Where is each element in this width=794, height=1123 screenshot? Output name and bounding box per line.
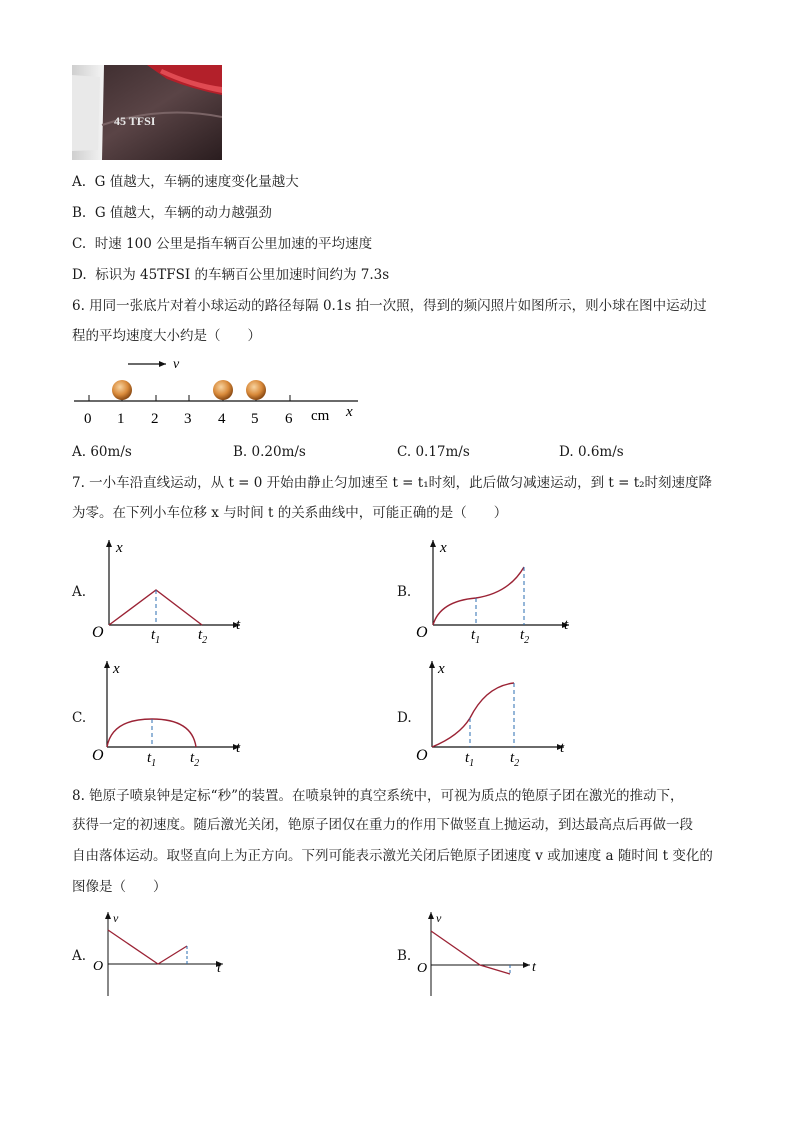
t2-label: $t_2$	[198, 627, 208, 646]
origin-label: O	[416, 624, 428, 641]
x-axis-arrow	[429, 661, 435, 668]
origin-label: O	[417, 961, 428, 976]
t1-label: $t_1$	[465, 750, 475, 769]
t1-label: $t_1$	[151, 627, 161, 646]
x-t-curve	[433, 567, 524, 625]
v-axis-arrow	[105, 912, 111, 919]
tick-label-0: 0	[84, 411, 92, 427]
y-label: x	[116, 540, 123, 556]
t1-label: $t_1$	[471, 627, 481, 646]
unit-label: cm	[311, 408, 330, 424]
tick-label-6: 6	[285, 411, 293, 427]
y-label: v	[113, 911, 119, 925]
x-label: t	[236, 740, 241, 756]
t2-label: $t_2$	[520, 627, 530, 646]
q7-graph-b	[414, 535, 584, 650]
q7-graph-d	[414, 656, 584, 771]
t-axis-arrow	[523, 962, 530, 968]
t1-label: $t_1$	[147, 750, 157, 769]
q7-graph-b-letter: B.	[397, 584, 412, 600]
q6-option-a: A. 60m/s	[72, 444, 132, 460]
x-label: t	[564, 617, 569, 633]
car-badge-photo	[72, 65, 222, 160]
q8-graph-a-letter: A.	[72, 948, 87, 964]
q6-strobe-figure	[66, 350, 376, 430]
v-t-curve	[108, 930, 187, 964]
q5-option-b: B. G 值越大，车辆的动力越强劲	[72, 205, 272, 221]
q6-stem-line2: 程的平均速度大小约是（ ）	[72, 328, 261, 344]
axis-x-label: x	[346, 404, 353, 420]
y-label: x	[440, 540, 447, 556]
q5-option-a: A. G 值越大，车辆的速度变化量越大	[72, 174, 299, 190]
velocity-label: v	[173, 357, 180, 372]
x-label: t	[532, 960, 536, 975]
q7-graph-d-letter: D.	[397, 710, 412, 726]
v-t-curve	[431, 931, 510, 974]
q6-option-c: C. 0.17m/s	[397, 444, 470, 460]
car-photo-image	[72, 65, 222, 160]
q7-graph-a-letter: A.	[72, 584, 87, 600]
tick-labels	[84, 411, 293, 427]
tick-label-5: 5	[251, 411, 259, 427]
y-label: x	[438, 661, 445, 677]
velocity-arrow-head	[159, 361, 166, 367]
tick-label-2: 2	[151, 411, 159, 427]
origin-label: O	[92, 624, 104, 641]
q6-option-b: B. 0.20m/s	[233, 444, 306, 460]
x-axis-arrow	[106, 540, 112, 547]
q8-graph-b-letter: B.	[397, 948, 412, 964]
x-label: t	[560, 740, 565, 756]
y-label: v	[436, 911, 442, 925]
q8-stem-line2: 获得一定的初速度。随后激光关闭，铯原子团仅在重力的作用下做竖直上抛运动，到达最高点后再做一段	[72, 817, 693, 833]
q8-stem-line3: 自由落体运动。取竖直向上为正方向。下列可能表示激光关闭后铯原子团速度 v 或加速度 a 随时间 t 变化的	[72, 848, 713, 864]
q6-option-d: D. 0.6m/s	[559, 444, 624, 460]
x-label: t	[236, 617, 241, 633]
ball-3	[246, 380, 266, 400]
q7-stem-line2: 为零。在下列小车位移 x 与时间 t 的关系曲线中，可能正确的是（ ）	[72, 505, 508, 521]
y-label: x	[113, 661, 120, 677]
q8-graph-a	[88, 908, 248, 1000]
q6-stem-line1: 6. 用同一张底片对着小球运动的路径每隔 0.1s 拍一次照，得到的频闪照片如图所示，则小球在图中运动过	[72, 298, 707, 314]
q8-stem-line4: 图像是（ ）	[72, 879, 167, 895]
x-label: t	[217, 961, 221, 976]
q7-graph-c	[90, 656, 260, 771]
x-t-curve	[432, 683, 514, 747]
t2-label: $t_2$	[190, 750, 200, 769]
x-axis-arrow	[430, 540, 436, 547]
badge-text: 45 TFSI	[114, 114, 156, 128]
tick-label-3: 3	[184, 411, 192, 427]
t2-label: $t_2$	[510, 750, 520, 769]
ball-1	[112, 380, 132, 400]
origin-label: O	[93, 959, 104, 974]
q5-option-d: D. 标识为 45TFSI 的车辆百公里加速时间约为 7.3s	[72, 267, 390, 283]
x-axis-arrow	[104, 661, 110, 668]
v-axis-arrow	[428, 912, 434, 919]
q7-stem-line1: 7. 一小车沿直线运动，从 t = 0 开始由静止匀加速至 t = t₁时刻，此后做匀减速运动，到 t = t₂时刻速度降	[72, 475, 713, 491]
q5-option-c: C. 时速 100 公里是指车辆百公里加速的平均速度	[72, 236, 373, 252]
q7-graph-c-letter: C.	[72, 710, 87, 726]
origin-label: O	[92, 747, 104, 764]
q7-graph-a	[90, 535, 260, 650]
q8-graph-b	[412, 908, 572, 1000]
tick-label-4: 4	[218, 411, 226, 427]
q8-stem-line1: 8. 铯原子喷泉钟是定标“秒”的装置。在喷泉钟的真空系统中，可视为质点的铯原子团在激光的推动下，	[72, 788, 684, 804]
tick-label-1: 1	[117, 411, 125, 427]
origin-label: O	[416, 747, 428, 764]
ball-2	[213, 380, 233, 400]
